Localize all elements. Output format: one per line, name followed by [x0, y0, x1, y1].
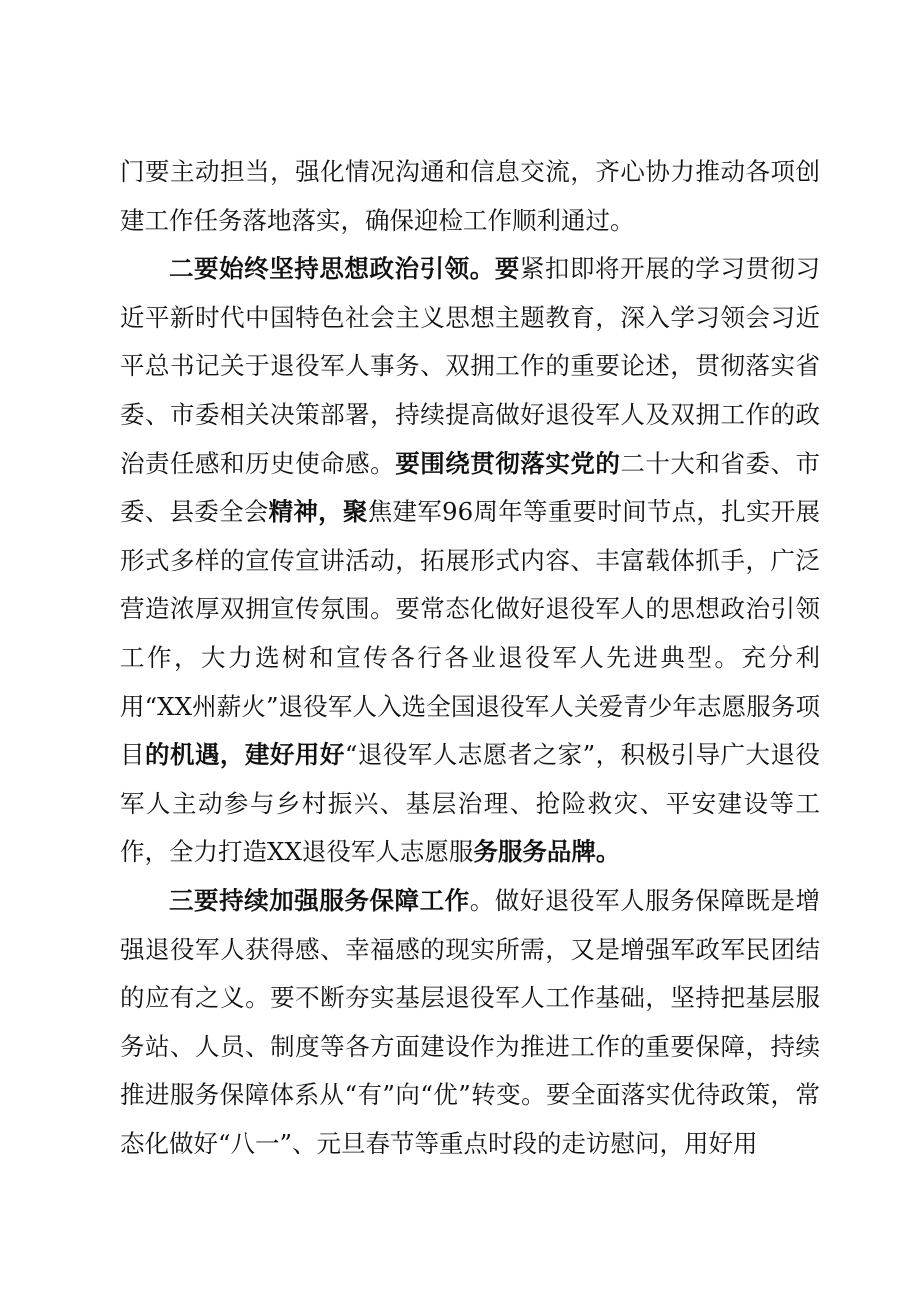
- emphasis-text: 的机遇，建好用好: [144, 740, 345, 770]
- paragraph-text: 二十大和省委、市委、县委全会: [120, 448, 821, 527]
- document-body: [120, 148, 820, 1168]
- paragraph-text: 。做好退役军人服务保障既是增强退役军人获得感、幸福感的现实所需，又是增强军政军民团结的应有之义。要不断夯实基层退役军人工作基础，坚持把基层服务站、人员、制度等各方面建设作为推进工作的重要保障，持续推进服务保障体系从“有”向“优”转变。要全面落实优待政策，常态化做好“八一”、元旦春节等重点时段的走访慰问，用好用: [120, 885, 820, 1158]
- emphasis-text: 精神，聚: [268, 497, 368, 527]
- emphasis-text: 务服务品牌。: [473, 837, 621, 867]
- paragraph-text: “退役军人志愿者之家”，积极引导广大退役军人主动参与乡村振兴、基层治理、抢险救灾、平安建设等工作，全力打造XX退役军人志愿服: [120, 740, 820, 867]
- section-heading-two: 二要始终坚持思想政治引领。要: [169, 254, 520, 284]
- section-heading-three: 三要持续加强服务保障工作: [169, 885, 470, 915]
- paragraph-text: 紧扣即将开展的学习贯彻习近平新时代中国特色社会主义思想主题教育，深入学习领会习近平总书记关于退役军人事务、双拥工作的重要论述，贯彻落实省委、市委相关决策部署，持续提高做好退役军人及双拥工作的政治责任感和历史使命感。: [120, 254, 821, 478]
- paragraph-text: 焦建军96周年等重要时间节点，扎实开展形式多样的宣传宣讲活动，拓展形式内容、丰富载体抓手，广泛营造浓厚双拥宣传氛围。要常态化做好退役军人的思想政治引领工作，大力选树和宣传各行各业退役军人先进典型。充分利用“XX州薪火”退役军人入选全国退役军人关爱青少年志愿服务项目: [120, 497, 820, 770]
- paragraph-continued: [120, 148, 820, 245]
- paragraph-text: 门要主动担当，强化情况沟通和信息交流，齐心协力推动各项创建工作任务落地落实，确保迎检工作顺利通过。: [120, 157, 820, 235]
- emphasis-text: 要围绕贯彻落实党的: [395, 448, 621, 478]
- paragraph-service-guarantee: [120, 877, 820, 1169]
- paragraph-political-guidance: [120, 245, 820, 877]
